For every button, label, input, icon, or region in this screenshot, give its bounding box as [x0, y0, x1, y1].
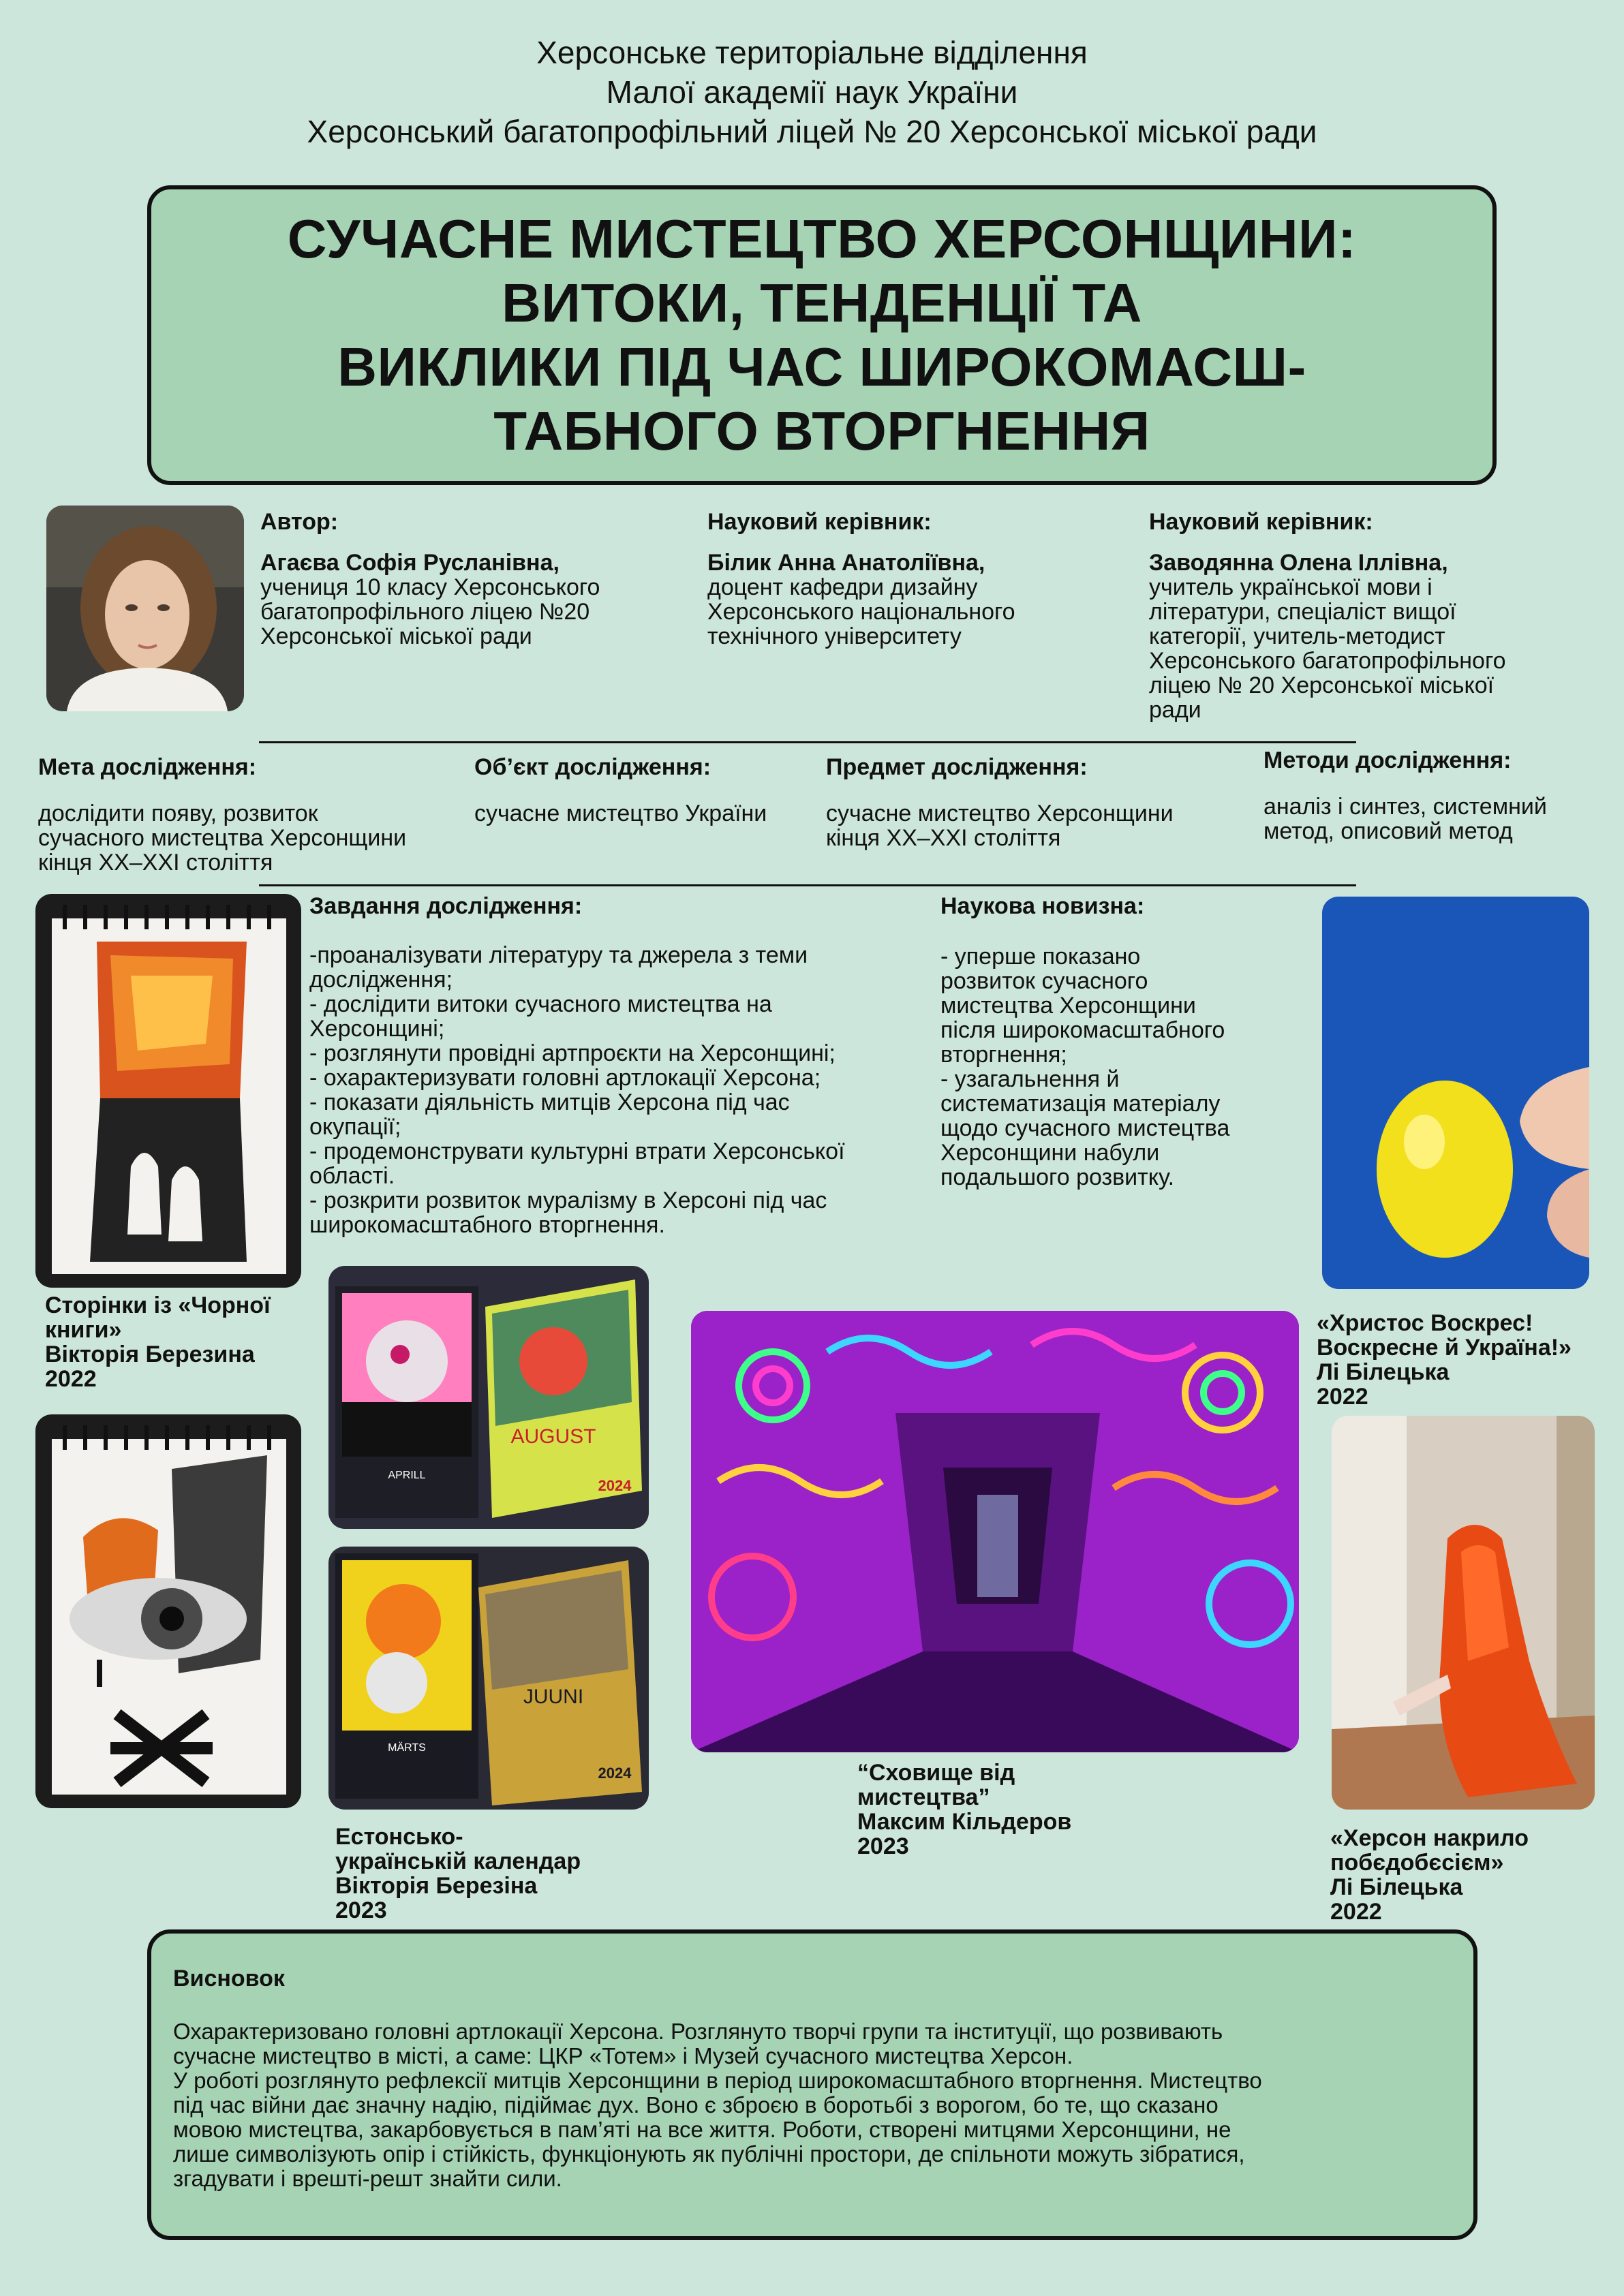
goal-label: Мета дослідження: [38, 754, 257, 780]
title-line-1: СУЧАСНЕ МИСТЕЦТВО ХЕРСОНЩИНИ: [287, 208, 1357, 269]
novelty-block [940, 893, 1295, 1190]
caption-christ-1: «Христос Воскрес! [1317, 1310, 1533, 1336]
author-photo [46, 506, 244, 711]
caption-christ-3: Лі Білецька [1317, 1359, 1450, 1385]
divider-1 [259, 741, 1356, 743]
supervisor2-desc-5: ліцею № 20 Херсонської міської [1149, 672, 1495, 698]
methods-block [1263, 747, 1604, 843]
author-name: Агаєва Софія Русланівна, [260, 550, 560, 576]
calendar-photo-2 [328, 1547, 649, 1810]
caption-calendar-1: Естонсько- [335, 1824, 463, 1850]
tasks-line-4: Херсонщині; [309, 1016, 445, 1042]
caption-kherson [1330, 1826, 1617, 1924]
novelty-line-6: - узагальнення й [940, 1066, 1120, 1092]
supervisor1-desc-3: технічного університету [707, 623, 962, 649]
tasks-block [309, 893, 923, 1237]
caption-christ-2: Воскресне й Україна!» [1317, 1335, 1572, 1361]
tasks-line-7: - показати діяльність митців Херсона під час [309, 1089, 790, 1115]
object-label: Об’єкт дослідження: [474, 754, 711, 780]
kherson-artwork-photo [1332, 1416, 1595, 1810]
supervisor2-label: Науковий керівник: [1149, 509, 1373, 535]
goal-line-2: сучасного мистецтва Херсонщини [38, 825, 407, 851]
supervisor1-desc-1: доцент кафедри дизайну [707, 574, 978, 600]
conclusion-line-2: сучасне мистецтво в місті, а саме: ЦКР «Тотем» і Музей сучасного мистецтва Херсон. [173, 2043, 1073, 2068]
author-desc-3: Херсонської міської ради [260, 623, 532, 649]
conclusion-line-7: згадувати і врешті-решт знайти сили. [173, 2166, 562, 2191]
supervisor2-desc-1: учитель української мови і [1149, 574, 1433, 600]
methods-label: Методи дослідження: [1263, 747, 1512, 773]
tasks-line-3: - дослідити витоки сучасного мистецтва на [309, 991, 772, 1017]
caption-christ-4: 2022 [1317, 1384, 1368, 1410]
shelter-photo [691, 1311, 1299, 1752]
title-line-3: ВИКЛИКИ ПІД ЧАС ШИРОКОМАСШ- [337, 337, 1306, 397]
supervisor2-desc-4: Херсонського багатопрофільного [1149, 648, 1506, 674]
tasks-line-6: - охарактеризувати головні артлокації Херсона; [309, 1065, 821, 1091]
caption-kherson-4: 2022 [1330, 1899, 1382, 1925]
supervisor1-block [707, 508, 1116, 649]
novelty-line-7: систематизація матеріалу [940, 1091, 1221, 1117]
conclusion-line-1: Охарактеризовано головні артлокації Херсона. Розглянуто творчі групи та інституції, що розвивають [173, 2019, 1223, 2044]
subject-line-1: сучасне мистецтво Херсонщини [826, 801, 1174, 826]
subject-line-2: кінця ХХ–ХХІ століття [826, 825, 1061, 851]
title-line-2: ВИТОКИ, ТЕНДЕНЦІЇ ТА [502, 273, 1142, 333]
caption-black-book-1: Сторінки із «Чорної [45, 1292, 271, 1318]
black-book-artwork-1 [35, 894, 301, 1288]
conclusion-line-3: У роботі розглянуто рефлексії митців Херсонщини в період широкомасштабного вторгнення. Мистецтво [173, 2068, 1262, 2093]
goal-block [38, 754, 461, 875]
tasks-line-1: -проаналізувати літературу та джерела з теми [309, 942, 808, 968]
tasks-line-10: області. [309, 1163, 395, 1189]
calendar-year-1: 2024 [598, 1477, 632, 1494]
caption-black-book-2: книги» [45, 1317, 122, 1343]
author-label: Автор: [260, 509, 339, 535]
novelty-line-2: розвиток сучасного [940, 968, 1148, 994]
supervisor2-desc-2: літератури, спеціаліст вищої [1149, 599, 1456, 625]
conclusion-label: Висновок [173, 1966, 285, 1991]
caption-kherson-2: побєдобєсієм» [1330, 1850, 1504, 1876]
methods-line-1: аналіз і синтез, системний [1263, 794, 1547, 820]
calendar-august-text: AUGUST [510, 1425, 596, 1448]
supervisor1-desc-2: Херсонського національного [707, 599, 1015, 625]
supervisor2-block [1149, 508, 1585, 722]
title-line-4: ТАБНОГО ВТОРГНЕННЯ [493, 401, 1150, 461]
caption-shelter-4: 2023 [857, 1833, 909, 1859]
novelty-line-9: Херсонщини набули [940, 1140, 1160, 1166]
novelty-label: Наукова новизна: [940, 893, 1145, 919]
novelty-line-3: мистецтва Херсонщини [940, 993, 1196, 1019]
caption-kherson-3: Лі Білецька [1330, 1874, 1463, 1900]
supervisor2-desc-6: ради [1149, 697, 1201, 723]
novelty-line-10: подальшого розвитку. [940, 1164, 1175, 1190]
calendar-juuni-text: JUUNI [523, 1686, 584, 1708]
black-book-artwork-2 [35, 1414, 301, 1808]
subject-label: Предмет дослідження: [826, 754, 1088, 780]
caption-calendar-2: українській календар [335, 1848, 581, 1874]
divider-2 [259, 884, 1356, 886]
tasks-line-8: окупації; [309, 1114, 401, 1140]
supervisor2-desc-3: категорії, учитель-методист [1149, 623, 1445, 649]
tasks-line-11: - розкрити розвиток муралізму в Херсоні під час [309, 1188, 827, 1213]
caption-shelter [857, 1760, 1171, 1859]
tasks-label: Завдання дослідження: [309, 893, 583, 919]
calendar-photo-1 [328, 1266, 649, 1529]
caption-black-book-3: Вікторія Березина [45, 1341, 255, 1367]
object-block [474, 754, 829, 826]
conclusion-line-5: мовою мистецтва, закарбовується в пам’яті на все життя. Роботи, створені митцями Херсонщини, не [173, 2117, 1231, 2142]
conclusion-box [147, 1929, 1477, 2240]
institution-header [0, 33, 1624, 151]
supervisor1-label: Науковий керівник: [707, 509, 932, 535]
subject-block [826, 754, 1235, 850]
header-line-2: Малої академії наук України [606, 74, 1018, 110]
header-line-3: Херсонський багатопрофільний ліцей № 20 Херсонської міської ради [307, 114, 1317, 149]
caption-calendar [335, 1825, 649, 1923]
caption-shelter-3: Максим Кільдеров [857, 1809, 1072, 1835]
caption-shelter-2: мистецтва” [857, 1784, 990, 1810]
calendar-marts-text: MÄRTS [388, 1742, 426, 1754]
novelty-line-8: щодо сучасного мистецтва [940, 1115, 1230, 1141]
novelty-line-5: вторгнення; [940, 1042, 1067, 1068]
christ-artwork-photo [1322, 897, 1589, 1289]
tasks-line-9: - продемонструвати культурні втрати Херсонської [309, 1138, 845, 1164]
novelty-line-4: після широкомасштабного [940, 1017, 1225, 1043]
caption-black-book-4: 2022 [45, 1366, 97, 1392]
tasks-line-12: широкомасштабного вторгнення. [309, 1212, 665, 1238]
caption-black-book [45, 1293, 331, 1391]
caption-shelter-1: “Сховище від [857, 1760, 1015, 1786]
object-line-1: сучасне мистецтво України [474, 801, 767, 826]
goal-line-3: кінця ХХ–ХХІ століття [38, 850, 273, 875]
author-block [260, 508, 669, 649]
tasks-line-2: дослідження; [309, 967, 453, 993]
calendar-year-2: 2024 [598, 1765, 632, 1782]
supervisor1-name: Білик Анна Анатоліївна, [707, 550, 985, 576]
tasks-line-5: - розглянути провідні артпроєкти на Херсонщині; [309, 1040, 836, 1066]
calendar-april-text: APRILL [388, 1470, 426, 1481]
caption-kherson-1: «Херсон накрило [1330, 1825, 1529, 1851]
header-line-1: Херсонське територіальне відділення [536, 35, 1088, 70]
title-box [147, 185, 1497, 485]
author-desc-1: учениця 10 класу Херсонського [260, 574, 600, 600]
caption-calendar-3: Вікторія Березіна [335, 1873, 538, 1899]
conclusion-line-6: лише символізують опір і стійкість, функціонують як публічні простори, де спільноти можуть зібратися, [173, 2141, 1245, 2167]
author-desc-2: багатопрофільного ліцею №20 [260, 599, 590, 625]
caption-calendar-4: 2023 [335, 1897, 387, 1923]
supervisor2-name: Заводянна Олена Іллівна, [1149, 550, 1448, 576]
goal-line-1: дослідити появу, розвиток [38, 801, 318, 826]
novelty-line-1: - уперше показано [940, 944, 1141, 969]
methods-line-2: метод, описовий метод [1263, 818, 1513, 844]
caption-christ [1317, 1311, 1617, 1409]
conclusion-line-4: під час війни дає значну надію, підіймає дух. Воно є зброєю в боротьбі з ворогом, бо те, що сказано [173, 2092, 1219, 2117]
